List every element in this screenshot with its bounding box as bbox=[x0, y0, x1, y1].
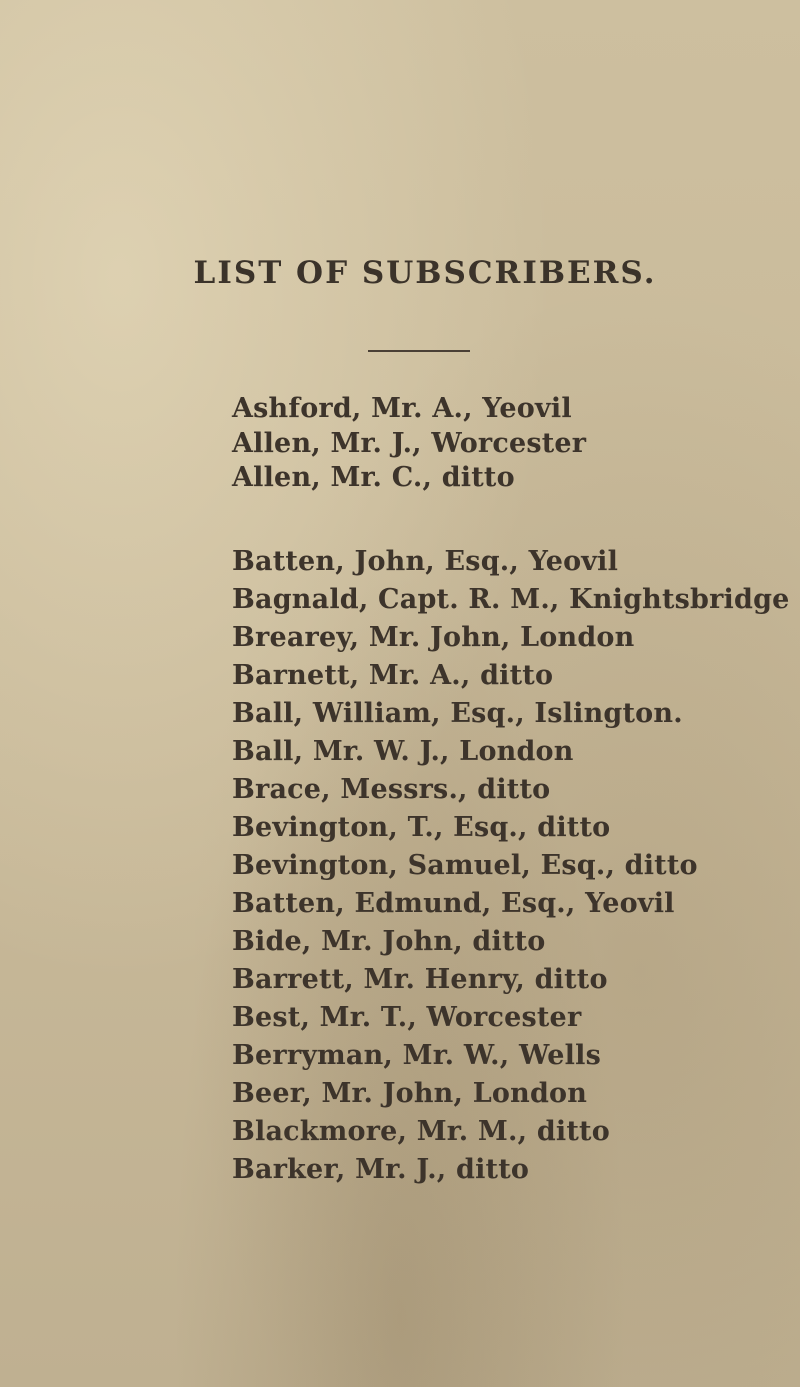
subscriber-entry: Brace, Messrs., ditto bbox=[232, 774, 551, 805]
subscriber-entry: Best, Mr. T., Worcester bbox=[232, 1002, 582, 1033]
subscriber-entry: Bide, Mr. John, ditto bbox=[232, 926, 546, 957]
subscriber-entry: Bevington, T., Esq., ditto bbox=[232, 812, 611, 843]
subscriber-entry: Batten, John, Esq., Yeovil bbox=[232, 546, 619, 577]
subscriber-entry: Barker, Mr. J., ditto bbox=[232, 1154, 530, 1185]
subscriber-entry: Ball, William, Esq., Islington. bbox=[232, 698, 683, 729]
subscriber-entry: Beer, Mr. John, London bbox=[232, 1078, 588, 1109]
page-title: LIST OF SUBSCRIBERS. bbox=[193, 255, 657, 291]
subscriber-entry: Bagnald, Capt. R. M., Knightsbridge bbox=[232, 584, 790, 615]
subscriber-entry: Barnett, Mr. A., ditto bbox=[232, 660, 554, 691]
subscriber-entry: Barrett, Mr. Henry, ditto bbox=[232, 964, 608, 995]
subscriber-entry: Ashford, Mr. A., Yeovil bbox=[232, 393, 572, 424]
subscriber-entry: Allen, Mr. C., ditto bbox=[232, 462, 515, 493]
subscriber-entry: Ball, Mr. W. J., London bbox=[232, 736, 574, 767]
subscriber-entry: Batten, Edmund, Esq., Yeovil bbox=[232, 888, 675, 919]
subscriber-entry: Brearey, Mr. John, London bbox=[232, 622, 635, 653]
subscriber-entry: Blackmore, Mr. M., ditto bbox=[232, 1116, 610, 1147]
subscriber-entry: Bevington, Samuel, Esq., ditto bbox=[232, 850, 698, 881]
subscriber-entry: Berryman, Mr. W., Wells bbox=[232, 1040, 601, 1071]
subscriber-entry: Allen, Mr. J., Worcester bbox=[232, 428, 587, 459]
